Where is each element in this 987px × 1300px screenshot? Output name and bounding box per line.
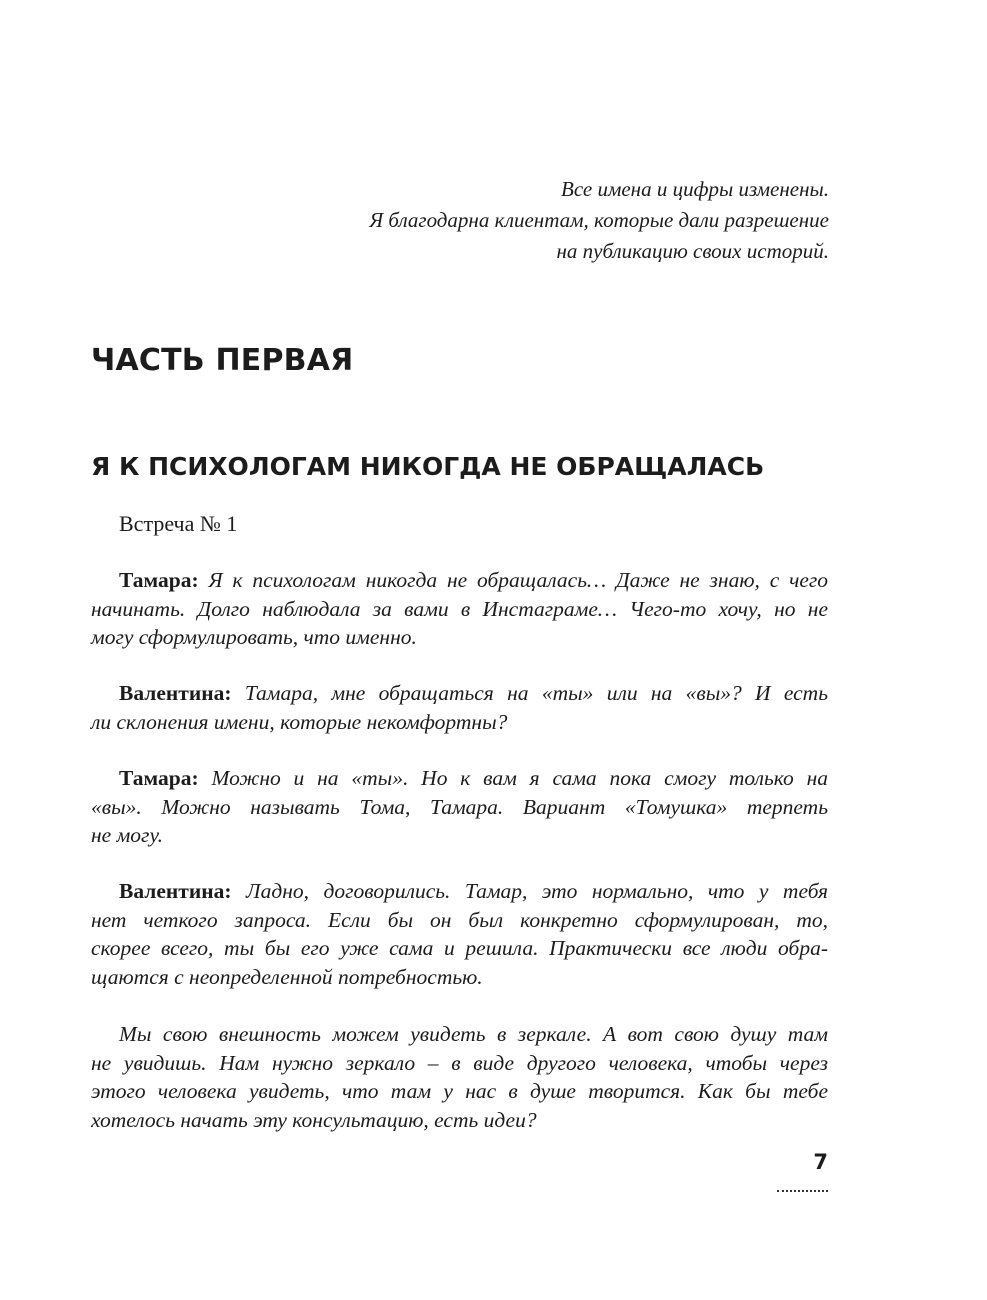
dialogue-paragraph — [91, 566, 828, 652]
dialogue-paragraph — [91, 679, 828, 736]
speaker-name: Валентина: — [119, 879, 232, 903]
part-title: ЧАСТЬ ПЕРВАЯ — [91, 343, 354, 378]
speaker-name: Валентина: — [119, 681, 232, 705]
dialogue-paragraph — [91, 764, 828, 850]
epigraph-line: на публикацию своих историй. — [556, 239, 829, 263]
meeting-heading: Встреча № 1 — [119, 511, 238, 536]
speech-text: Ладно, договорились. Тамар, это нормально, что у тебя — [246, 879, 828, 903]
paragraph-line: ли склонения имени, которые некомфортны? — [91, 709, 508, 734]
paragraph-line — [91, 679, 828, 708]
paragraph-line: Мы свою внешность можем увидеть в зеркале. А вот свою душу там — [119, 1022, 828, 1046]
paragraph-line: не могу. — [91, 823, 164, 847]
paragraph-line — [91, 566, 828, 595]
speaker-name: Тамара: — [119, 568, 199, 592]
paragraph-line: начинать. Долго наблюдала за вами в Инстаграме… Чего-то хочу, но не — [91, 596, 828, 621]
epigraph-line: Все имена и цифры изменены. — [561, 177, 829, 201]
dialogue-paragraph — [91, 877, 828, 991]
paragraph-line — [91, 764, 828, 793]
paragraph-line: скорее всего, ты бы его уже сама и решила. Практически все люди обра- — [91, 936, 828, 960]
epigraph — [369, 174, 829, 267]
paragraph-line: хотелось начать эту консультацию, есть идеи? — [91, 1107, 537, 1132]
page-number: 7 — [813, 1150, 828, 1174]
epigraph-line: Я благодарна клиентам, которые дали разрешение — [369, 208, 829, 232]
chapter-title: Я К ПСИХОЛОГАМ НИКОГДА НЕ ОБРАЩАЛАСЬ — [91, 452, 765, 481]
paragraph-line — [91, 877, 828, 906]
paragraph-line: «вы». Можно называть Тома, Тамара. Вариант «Томушка» терпеть — [91, 794, 828, 819]
speech-text: Я к психологам никогда не обращалась… Даже не знаю, с чего — [208, 568, 829, 592]
speaker-name: Тамара: — [119, 766, 199, 790]
dialogue-paragraph — [91, 1020, 828, 1134]
paragraph-line: нет четкого запроса. Если бы он был конкретно сформулирован, то, — [91, 907, 828, 932]
speech-text: Тамара, мне обращаться на «ты» или на «вы»? И есть — [244, 681, 828, 705]
paragraph-line: не увидишь. Нам нужно зеркало – в виде другого человека, чтобы через — [91, 1050, 828, 1075]
paragraph-line: щаются с неопределенной потребностью. — [91, 964, 483, 989]
paragraph-line: могу сформулировать, что именно. — [91, 625, 417, 649]
paragraph-line: этого человека увидеть, что там у нас в душе творится. Как бы тебе — [91, 1079, 828, 1103]
page-number-dots — [777, 1190, 828, 1192]
speech-text: Можно и на «ты». Но к вам я сама пока смогу только на — [211, 766, 828, 790]
